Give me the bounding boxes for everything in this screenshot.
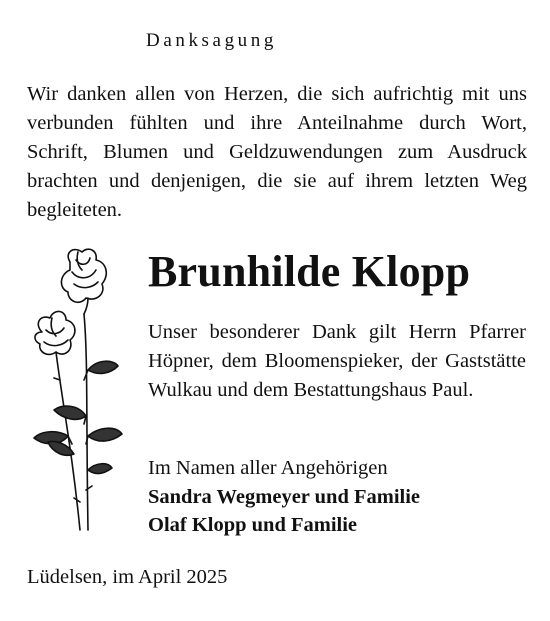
signoff-block	[148, 454, 420, 540]
place-and-date: Lüdelsen, im April 2025	[27, 566, 228, 588]
family-name-2: Olaf Klopp und Familie	[148, 514, 358, 536]
special-thanks-paragraph: Unser besonderer Dank gilt Herrn Pfarrer Höpner, dem Bloomenspieker, der Gaststätte Wulkau und dem Bestattungshaus Paul.	[148, 321, 526, 401]
signoff-intro: Im Namen aller Angehörigen	[148, 457, 388, 479]
rose-illustration-icon	[18, 240, 130, 540]
thanks-paragraph: Wir danken allen von Herzen, die sich aufrichtig mit uns verbunden fühlten und ihre Anteilnahme durch Wort, Schrift, Blumen und Geldzuwendungen zum Ausdruck brachten und denjenigen, die sie auf ihrem letzten Weg begleiteten.	[27, 83, 527, 221]
notice-heading: Danksagung	[146, 30, 277, 51]
family-name-1: Sandra Wegmeyer und Familie	[148, 485, 421, 508]
deceased-name: Brunhilde Klopp	[148, 247, 471, 296]
